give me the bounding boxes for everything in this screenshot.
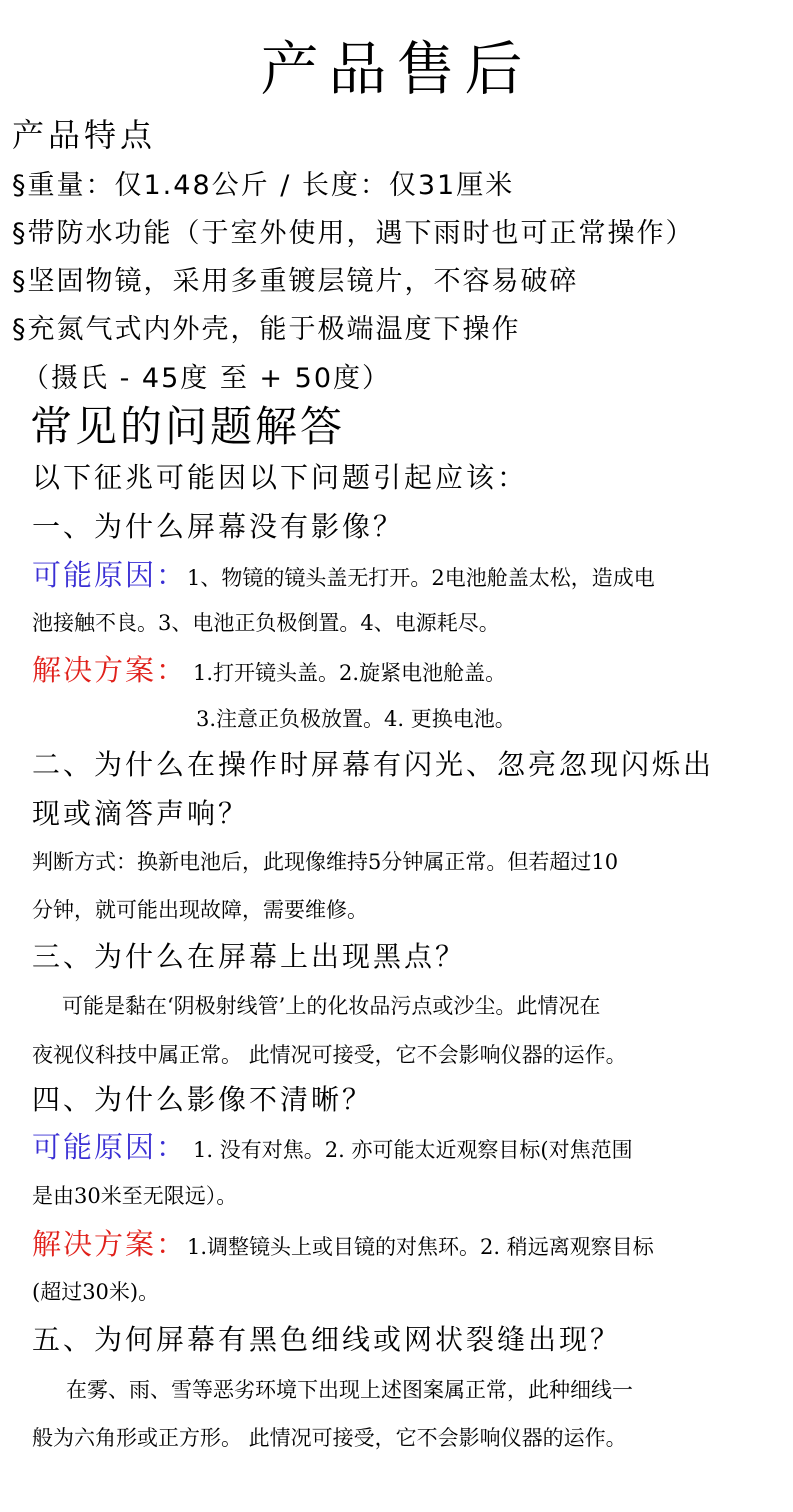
cause-text: 是由30米至无限远）。 — [32, 1184, 238, 1208]
cause-label: 可能原因： — [32, 1130, 188, 1164]
answer-text: 夜视仪科技中属正常。 此情况可接受，它不会影响仪器的运作。 — [32, 1043, 627, 1067]
solution-label: 解决方案： — [32, 653, 188, 687]
question-4: 四、为什么影像不清晰？ — [32, 1083, 374, 1116]
q1-solution-row — [32, 648, 506, 689]
question-5: 五、为何屏幕有黑色细线或网状裂缝出现？ — [32, 1323, 622, 1356]
feature-temperature: （摄氏 - 45度 至 + 50度） — [22, 363, 391, 394]
solution-text: 1.打开镜头盖。2.旋紧电池舱盖。 — [193, 661, 507, 685]
faq-heading: 常见的问题解答 — [30, 402, 346, 451]
answer-text: 判断方式：换新电池后，此现像维持5分钟属正常。但若超过10 — [32, 850, 619, 874]
answer-text: 在雾、雨、雪等恶劣环境下出现上述图案属正常，此种细线一 — [66, 1378, 633, 1402]
feature-item: §充氮气式内外壳，能于极端温度下操作 — [12, 314, 521, 345]
q4-solution-row — [32, 1222, 654, 1263]
solution-text: (超过30米)。 — [32, 1280, 160, 1304]
question-1: 一、为什么屏幕没有影像？ — [32, 510, 405, 543]
answer-text: 般为六角形或正方形。 此情况可接受，它不会影响仪器的运作。 — [32, 1426, 627, 1450]
feature-item: §带防水功能（于室外使用，遇下雨时也可正常操作） — [12, 218, 695, 249]
solution-label: 解决方案： — [32, 1227, 188, 1261]
cause-text: 1. 没有对焦。2. 亦可能太近观察目标(对焦范围 — [193, 1138, 633, 1162]
cause-text: 1、物镜的镜头盖无打开。2电池舱盖太松，造成电 — [187, 566, 655, 590]
question-3: 三、为什么在屏幕上出现黑点？ — [32, 940, 467, 973]
solution-text: 3.注意正负极放置。4. 更换电池。 — [196, 707, 516, 731]
cause-text: 池接触不良。3、电池正负极倒置。4、电源耗尽。 — [32, 611, 500, 635]
page-title: 产品售后 — [260, 35, 533, 103]
question-2: 二、为什么在操作时屏幕有闪光、忽亮忽现闪烁出 — [32, 748, 715, 781]
features-heading: 产品特点 — [12, 116, 157, 154]
cause-label: 可能原因： — [32, 558, 188, 592]
question-2-cont: 现或滴答声响？ — [32, 797, 250, 830]
feature-item: §坚固物镜，采用多重镀层镜片，不容易破碎 — [12, 266, 579, 297]
faq-intro: 以下征兆可能因以下问题引起应该： — [32, 461, 529, 494]
feature-item: §重量：仅1.48公斤 / 长度：仅31厘米 — [12, 170, 515, 201]
solution-text: 1.调整镜头上或目镜的对焦环。2. 稍远离观察目标 — [187, 1235, 654, 1259]
q1-cause-row — [32, 553, 655, 594]
answer-text: 分钟，就可能出现故障，需要维修。 — [32, 898, 368, 922]
answer-text: 可能是黏在‘阴极射线管’上的化妆品污点或沙尘。此情况在 — [62, 994, 601, 1018]
q4-cause-row — [32, 1125, 633, 1166]
